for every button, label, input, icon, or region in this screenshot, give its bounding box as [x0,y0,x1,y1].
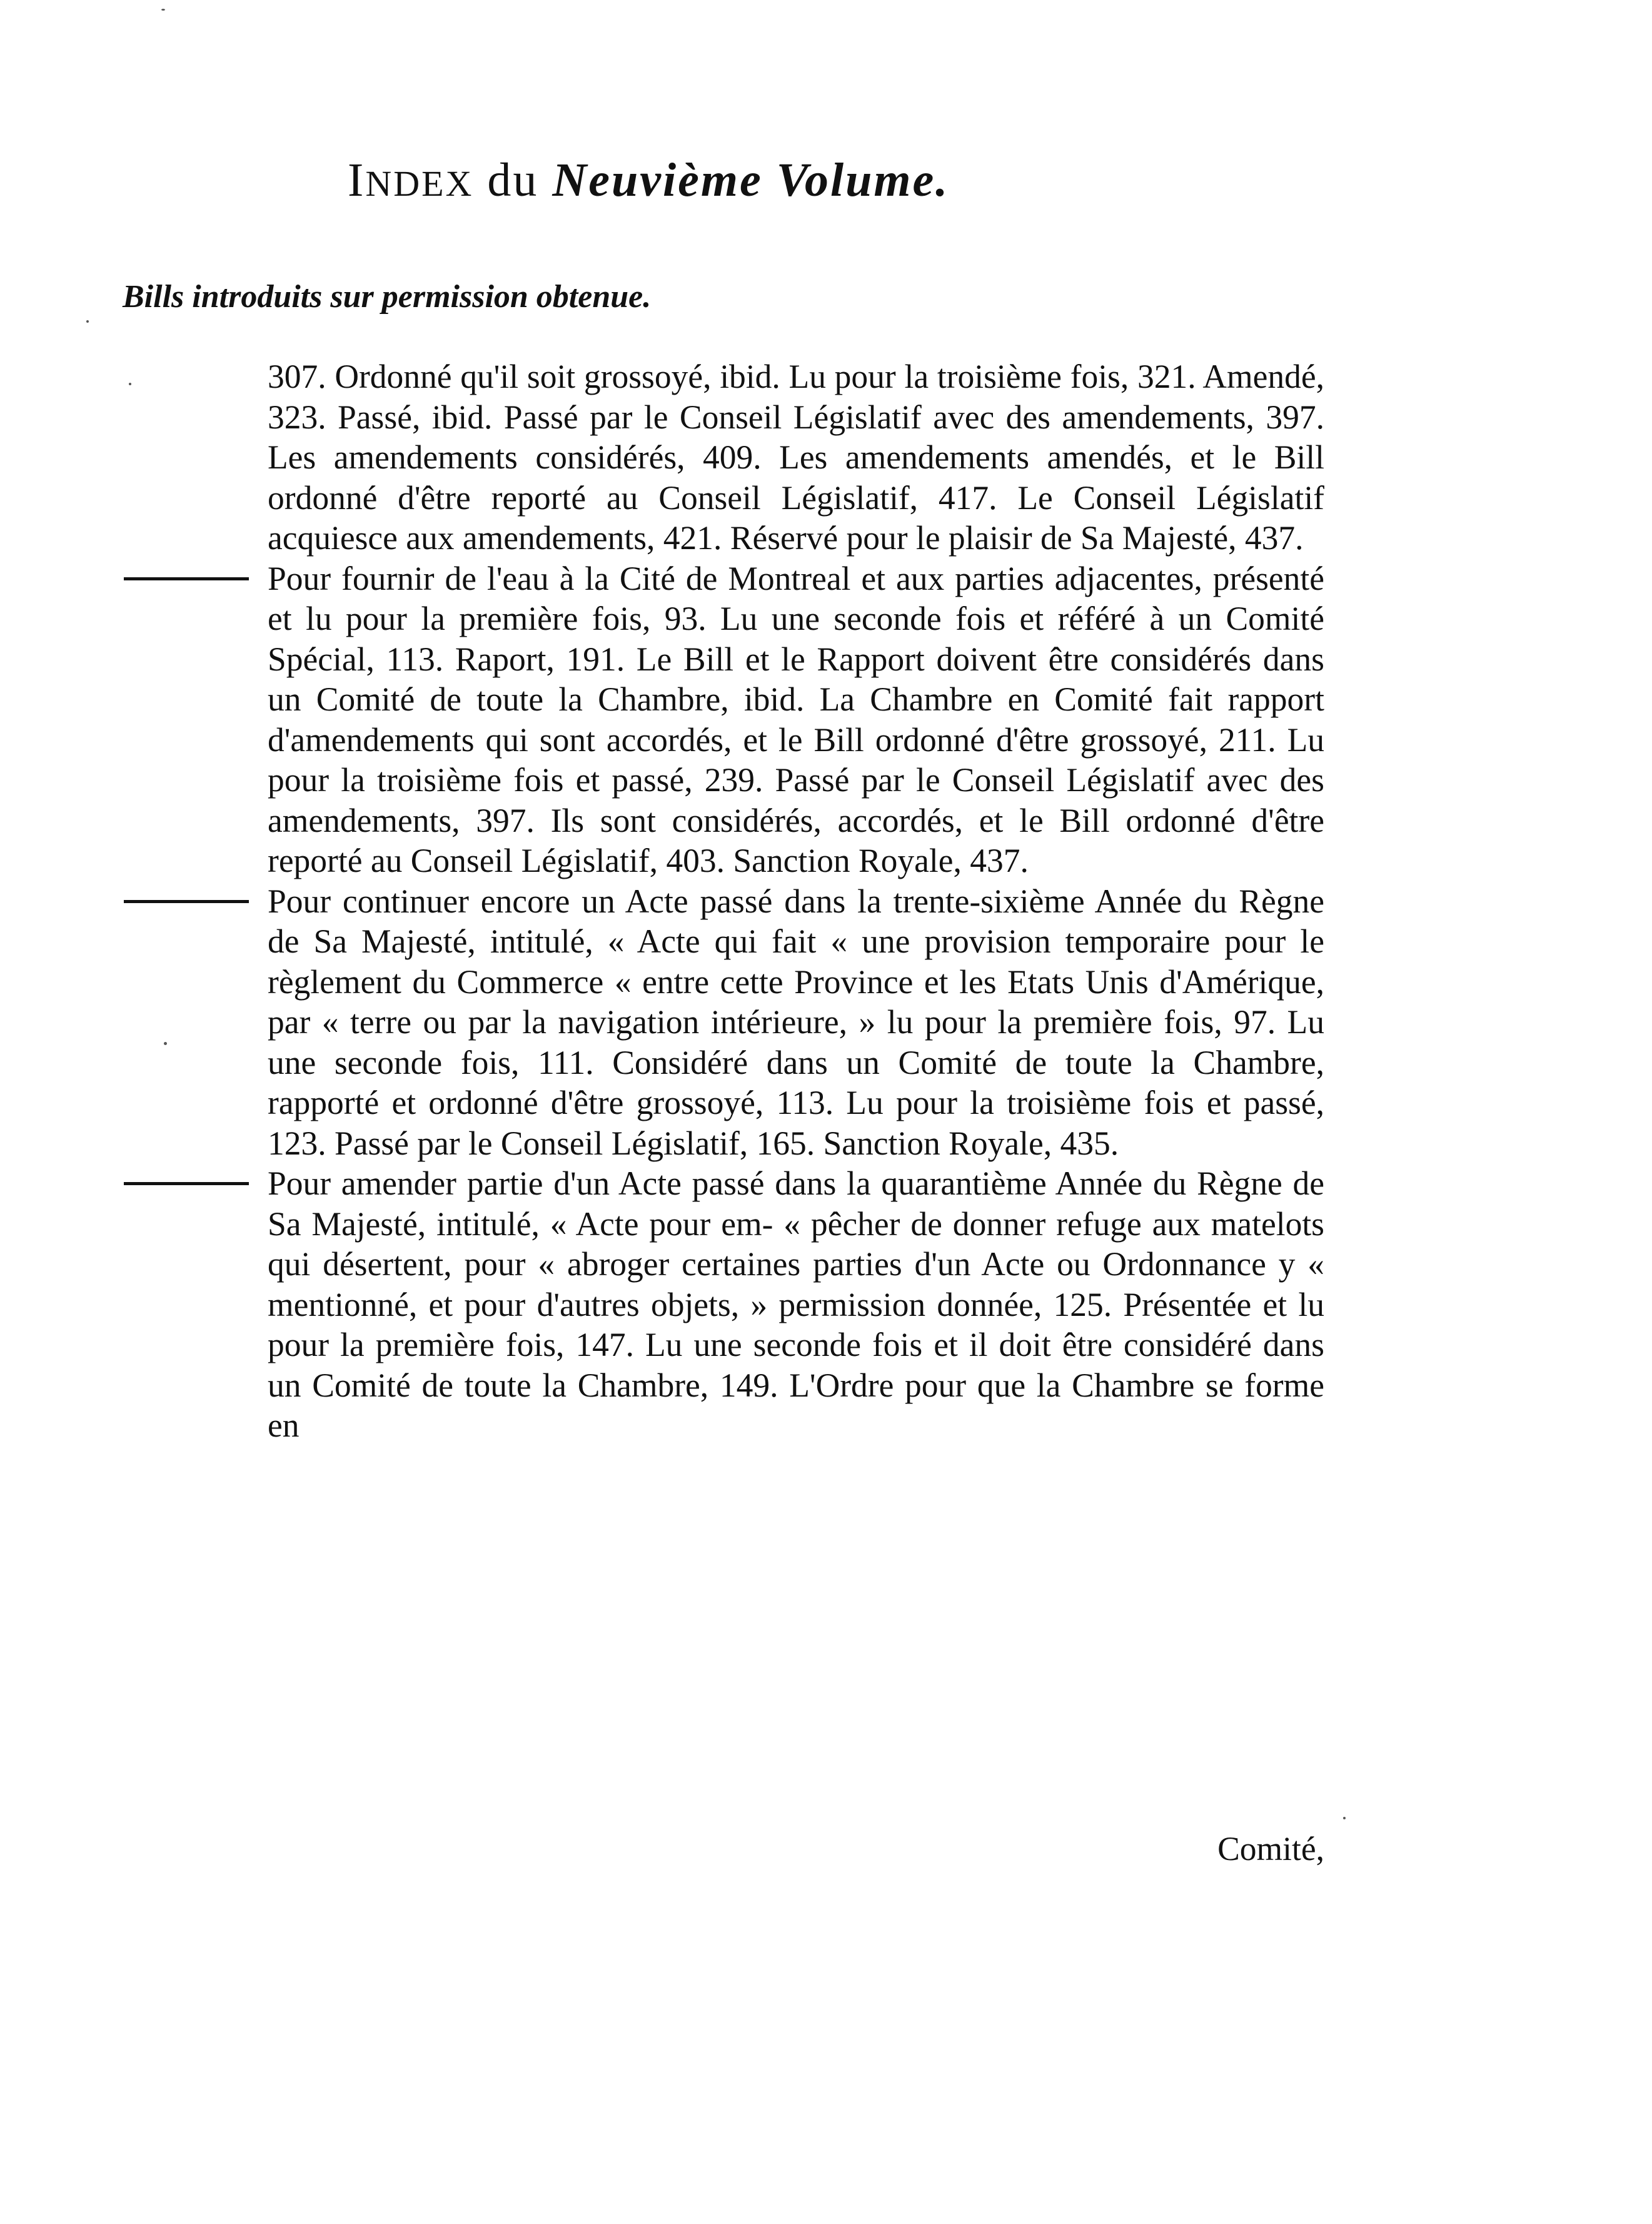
print-speck [129,383,131,385]
section-heading: Bills introduits sur permission obtenue. [123,279,652,315]
title-volume: Neuvième Volume. [552,154,950,206]
index-entry-continuation [268,356,1324,559]
entry-text: Pour amender partie d'un Acte passé dans la quarantième Année du Règne de Sa Majesté, intitulé, « Acte pour em- « pêcher de donner refuge aux matelots qui désertent, pour « abroger certaines parties d'un Acte ou Ordonnance y « mentionné, et pour d'autres objets, » permission donnée, 125. Présentée et lu pour la première fois, 147. Lu une seconde fois et il doit être considéré dans un Comité de toute la Chambre, 149. L'Ordre pour que la Chambre se forme en [268,1165,1324,1444]
entry-dash-rule [124,1182,249,1185]
entry-text: Pour continuer encore un Acte passé dans la trente-sixième Année du Règne de Sa Majesté, intitulé, « Acte qui fait « une provision temporaire pour le règlement du Commerce « entre cette Province et les Etats Unis d'Amérique, par « terre ou par la navigation intérieure, » lu pour la première fois, 97. Lu une seconde fois, 111. Considéré dans un Comité de toute la Chambre, rapporté et ordonné d'être grossoyé, 113. Lu pour la troisième fois et passé, 123. Passé par le Conseil Législatif, 165. Sanction Royale, 435. [268,882,1324,1162]
title-initial: I [348,154,366,206]
index-entry-water-supply-bill [268,559,1324,881]
print-speck [86,320,89,323]
entry-dash-rule [124,900,249,903]
title-connector: du [473,154,553,206]
index-entry-commerce-bill [268,881,1324,1164]
index-entry-sailors-bill [268,1163,1324,1446]
print-speck [1343,1817,1346,1819]
page-title [348,153,949,208]
title-smallcaps: NDEX [365,163,474,204]
print-speck [161,9,165,11]
entry-text: 307. Ordonné qu'il soit grossoyé, ibid. Lu pour la troisième fois, 321. Amendé, 323. Passé, ibid. Passé par le Conseil Législatif avec des amendements, 397. Les amendements considérés, 409. Les amendements amendés, et le Bill ordonné d'être reporté au Conseil Législatif, 417. Le Conseil Législatif acquiesce aux amendements, 421. Réservé pour le plaisir de Sa Majesté, 437. [268,358,1324,557]
entry-text: Pour fournir de l'eau à la Cité de Montreal et aux parties adjacentes, présenté et lu pour la première fois, 93. Lu une seconde fois et référé à un Comité Spécial, 113. Raport, 191. Le Bill et le Rapport doivent être considérés dans un Comité de toute la Chambre, ibid. La Chambre en Comité fait rapport d'amendements qui sont accordés, et le Bill ordonné d'être grossoyé, 211. Lu pour la troisième fois et passé, 239. Passé par le Conseil Législatif avec des amendements, 397. Ils sont considérés, accordés, et le Bill ordonné d'être reporté au Conseil Législatif, 403. Sanction Royale, 437. [268,559,1324,879]
entry-dash-rule [124,577,249,580]
index-entries [268,356,1324,1446]
catchword: Comité, [1217,1830,1324,1868]
print-speck [164,1042,167,1045]
